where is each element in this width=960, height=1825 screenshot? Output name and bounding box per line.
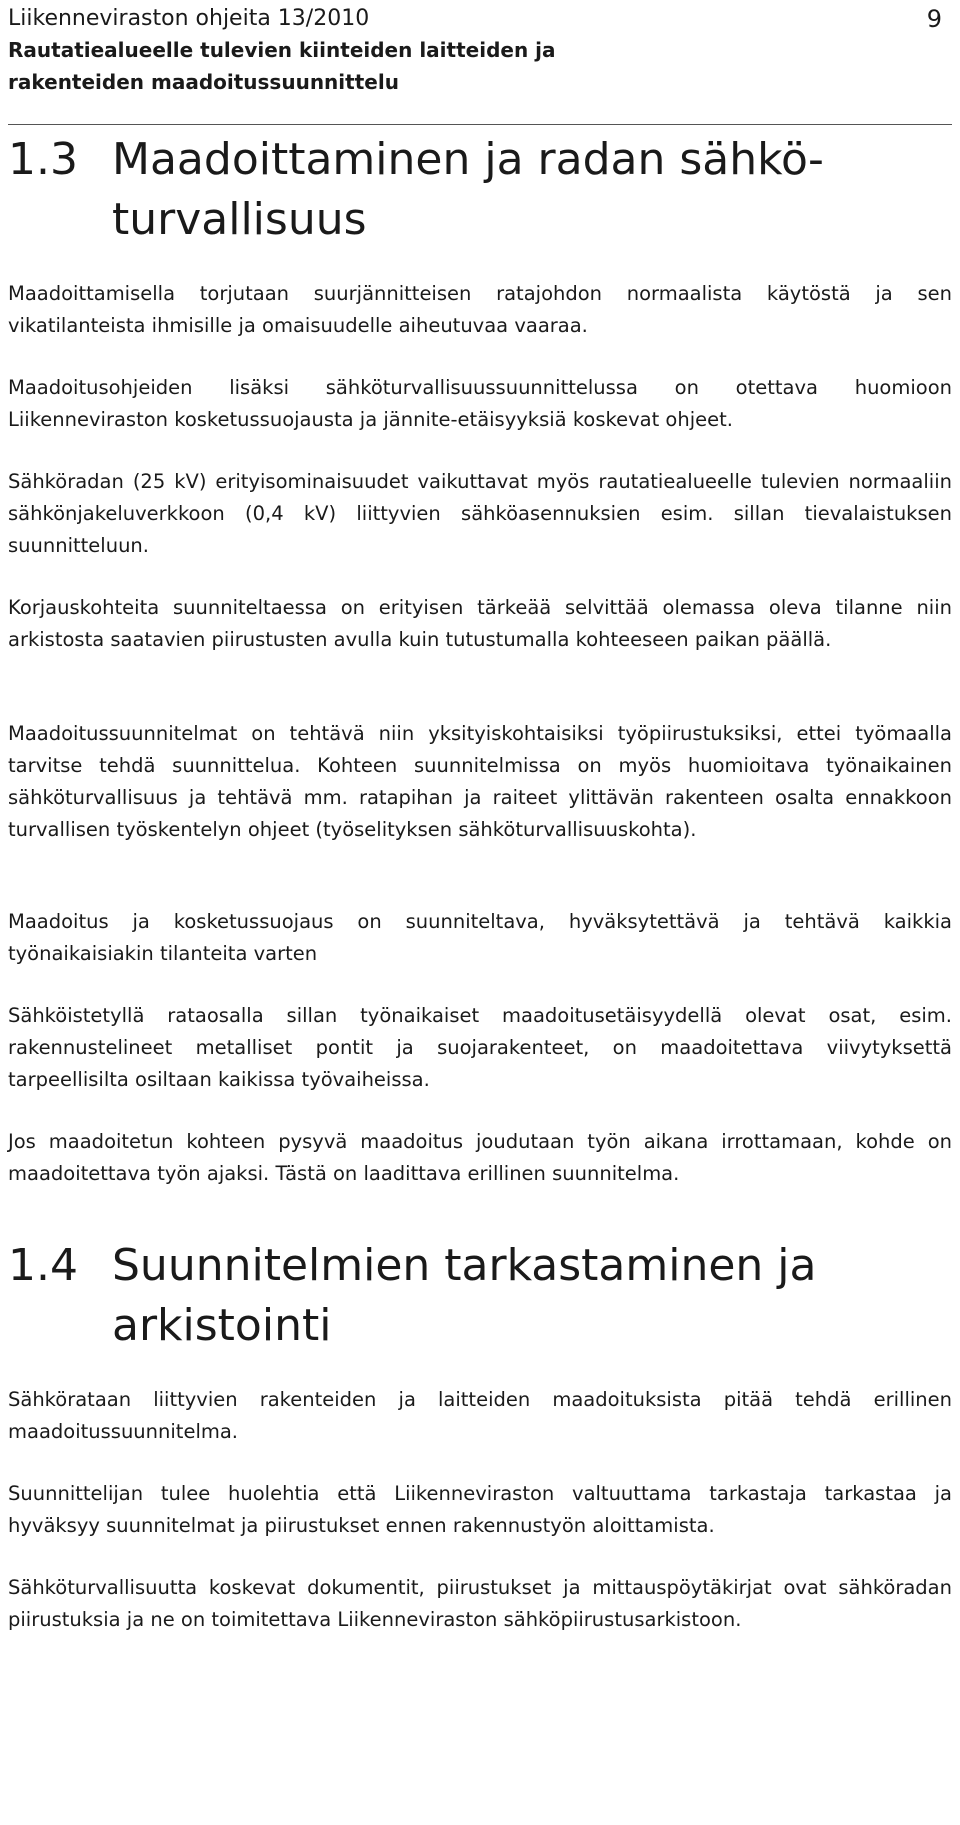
paragraph: Sähköturvallisuutta koskevat dokumentit, piirustukset ja mittauspöytäkirjat ovat sähköradan piirustuksia ja ne on toimitettava Liikenneviraston sähköpiirustusarkistoon. — [8, 1576, 952, 1631]
page-number: 9 — [926, 5, 942, 33]
paragraph: Maadoitus ja kosketussuojaus on suunniteltava, hyväksytettävä ja tehtävä kaikkia työnaikaisiakin tilanteita varten — [8, 910, 952, 965]
paragraph: Jos maadoitetun kohteen pysyvä maadoitus joudutaan työn aikana irrottamaan, kohde on maadoitettava työn ajaksi. Tästä on laadittava erillinen suunnitelma. — [8, 1130, 952, 1185]
paragraph: Suunnittelijan tulee huolehtia että Liikenneviraston valtuuttama tarkastaja tarkastaa ja hyväksyy suunnitelmat ja piirustukset ennen rakennustyön aloittamista. — [8, 1482, 952, 1537]
paragraph: Maadoitusohjeiden lisäksi sähköturvallisuussuunnittelussa on otettava huomioon Liikenneviraston kosketussuojausta ja jännite-etäisyyksiä koskevat ohjeet. — [8, 376, 952, 431]
document-title: Rautatiealueelle tulevien kiinteiden laitteiden ja rakenteiden maadoitussuunnittelu — [8, 38, 556, 94]
paragraph: Maadoittamisella torjutaan suurjännitteisen ratajohdon normaalista käytöstä ja sen vikatilanteista ihmisille ja omaisuudelle aiheutuvaa vaaraa. — [8, 282, 952, 337]
publication-series: Liikenneviraston ohjeita 13/2010 — [8, 6, 370, 31]
page-header — [8, 4, 952, 125]
paragraph: Sähkörataan liittyvien rakenteiden ja laitteiden maadoituksista pitää tehdä erillinen maadoitussuunnitelma. — [8, 1388, 952, 1443]
paragraph: Sähköradan (25 kV) erityisominaisuudet vaikuttavat myös rautatiealueelle tulevien normaaliin sähkönjakeluverkkoon (0,4 kV) liittyvien sähköasennuksien esim. sillan tievalaistuksen suunnitteluun. — [8, 470, 952, 557]
paragraph: Sähköistetyllä rataosalla sillan työnaikaiset maadoitusetäisyydellä olevat osat, esim. rakennustelineet metalliset pontit ja suojarakenteet, on maadoitettava viivytyksettä tarpeellisilta osiltaan kaikissa työvaiheissa. — [8, 1004, 952, 1091]
section-title: Suunnitelmien tarkastaminen ja arkistointi — [112, 1240, 817, 1351]
paragraph: Maadoitussuunnitelmat on tehtävä niin yksityiskohtaisiksi työpiirustuksiksi, ettei työmaalla tarvitse tehdä suunnittelua. Kohteen suunnitelmissa on myös huomioitava työnaikainen sähköturvallisuus ja tehtävä mm. ratapihan ja raiteet ylittävän rakenteen osalta ennakkoon turvallisen työskentelyn ohjeet (työselityksen sähköturvallisuuskohta). — [8, 722, 952, 841]
section-number: 1.4 — [8, 1240, 78, 1291]
section-number: 1.3 — [8, 134, 78, 185]
section-title: Maadoittaminen ja radan sähköturvallisuus — [112, 134, 824, 245]
paragraph: Korjauskohteita suunniteltaessa on erityisen tärkeää selvittää olemassa oleva tilanne niin arkistosta saatavien piirustusten avulla kuin tutustumalla kohteeseen paikan päällä. — [8, 596, 952, 651]
